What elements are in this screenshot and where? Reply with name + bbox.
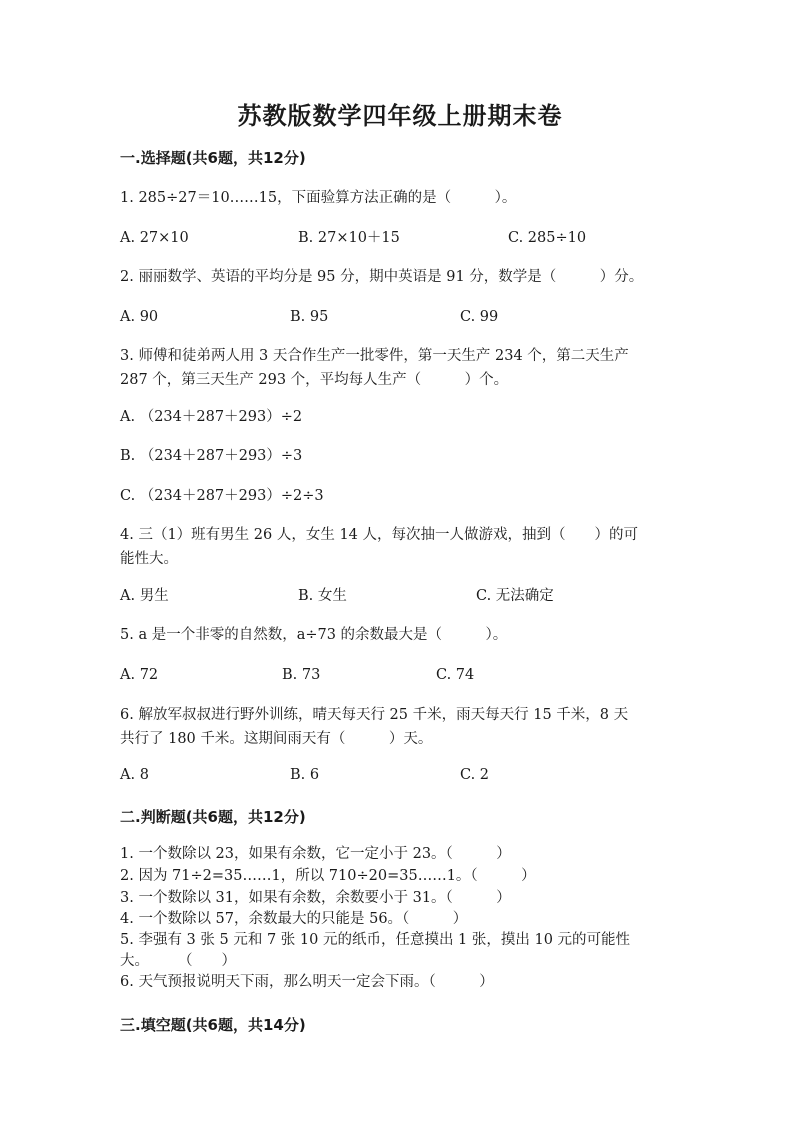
section-heading-choice: 一.选择题(共6题，共12分)	[120, 149, 306, 167]
question-4-stem-line1: 4. 三（1）班有男生 26 人，女生 14 人，每次抽一人做游戏，抽到（ ）的可	[120, 527, 639, 543]
section-heading-fill-in: 三.填空题(共6题，共14分)	[120, 1016, 306, 1034]
question-4-option-c: C. 无法确定	[476, 588, 554, 604]
question-2-stem: 2. 丽丽数学、英语的平均分是 95 分，期中英语是 91 分，数学是（ ）分。	[120, 269, 644, 285]
question-4-option-a: A. 男生	[120, 588, 169, 604]
question-5-option-a: A. 72	[120, 667, 159, 683]
question-5-stem: 5. a 是一个非零的自然数，a÷73 的余数最大是（ ）。	[120, 627, 508, 643]
judgment-item-5-line1: 5. 李强有 3 张 5 元和 7 张 10 元的纸币，任意摸出 1 张，摸出 10 元的可能性	[120, 932, 631, 948]
question-1-stem: 1. 285÷27＝10……15，下面验算方法正确的是（ ）。	[120, 190, 517, 206]
judgment-item-4: 4. 一个数除以 57，余数最大的只能是 56。（ ）	[120, 911, 468, 927]
question-6-stem-line2: 共行了 180 千米。这期间雨天有（ ）天。	[120, 731, 433, 747]
question-1-option-c: C. 285÷10	[508, 230, 587, 246]
question-6-option-c: C. 2	[460, 767, 490, 783]
page-title: 苏教版数学四年级上册期末卷	[237, 102, 563, 130]
question-4-option-b: B. 女生	[298, 588, 347, 604]
question-1-option-b: B. 27×10＋15	[298, 230, 400, 246]
judgment-item-1: 1. 一个数除以 23，如果有余数，它一定小于 23。（ ）	[120, 846, 511, 862]
question-3-option-a: A. （234＋287＋293）÷2	[120, 409, 303, 425]
question-2-option-b: B. 95	[290, 309, 329, 325]
question-3-option-c: C. （234＋287＋293）÷2÷3	[120, 488, 324, 504]
question-4-stem-line2: 能性大。	[120, 551, 178, 567]
question-5-option-c: C. 74	[436, 667, 475, 683]
judgment-item-2: 2. 因为 71÷2=35……1，所以 710÷20=35……1。（ ）	[120, 868, 536, 884]
judgment-item-3: 3. 一个数除以 31，如果有余数，余数要小于 31。（ ）	[120, 890, 511, 906]
question-6-option-a: A. 8	[120, 767, 149, 783]
section-heading-judgment: 二.判断题(共6题，共12分)	[120, 808, 306, 826]
question-2-option-c: C. 99	[460, 309, 499, 325]
judgment-item-5-line2: 大。 （ ）	[120, 953, 236, 969]
question-6-option-b: B. 6	[290, 767, 320, 783]
question-5-option-b: B. 73	[282, 667, 321, 683]
question-6-stem-line1: 6. 解放军叔叔进行野外训练，晴天每天行 25 千米，雨天每天行 15 千米，8 天	[120, 707, 629, 723]
question-3-stem-line2: 287 个，第三天生产 293 个，平均每人生产（ ）个。	[120, 372, 509, 388]
question-3-stem-line1: 3. 师傅和徒弟两人用 3 天合作生产一批零件，第一天生产 234 个，第二天生产	[120, 348, 629, 364]
question-2-option-a: A. 90	[120, 309, 159, 325]
question-3-option-b: B. （234＋287＋293）÷3	[120, 448, 303, 464]
question-1-option-a: A. 27×10	[120, 230, 189, 246]
judgment-item-6: 6. 天气预报说明天下雨，那么明天一定会下雨。（ ）	[120, 974, 494, 990]
